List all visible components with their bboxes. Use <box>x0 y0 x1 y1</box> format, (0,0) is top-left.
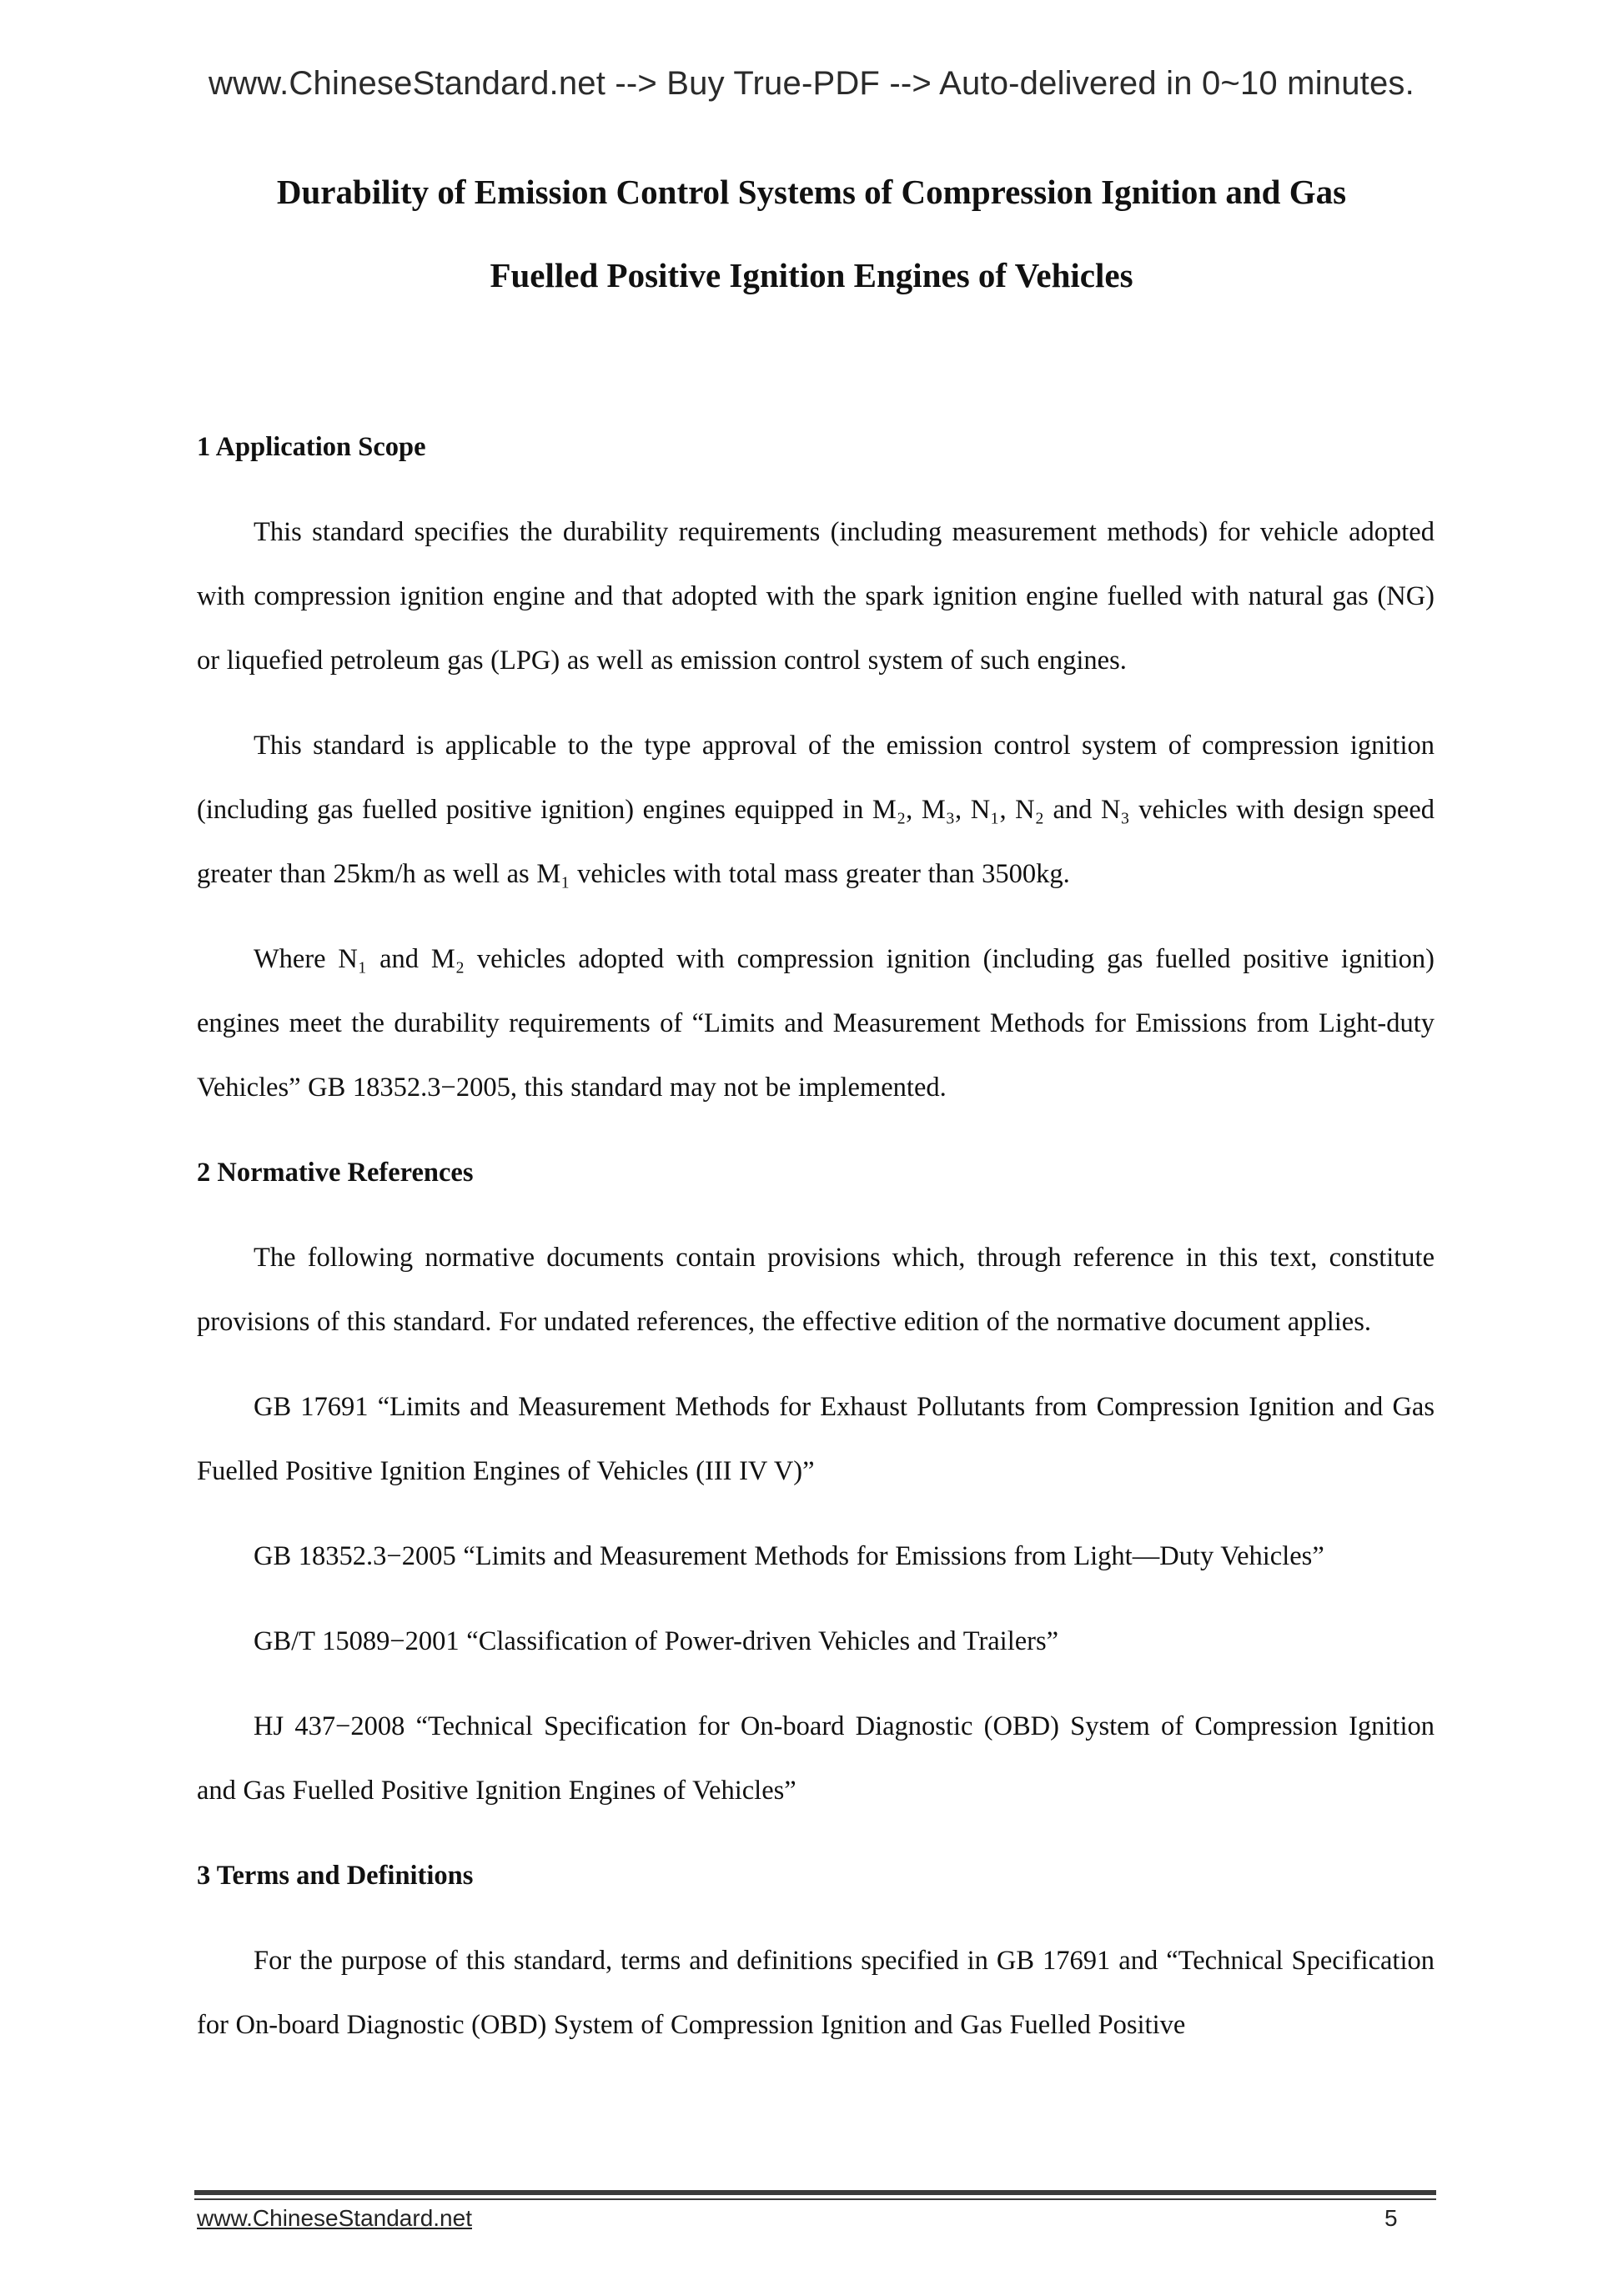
footer-divider-thick <box>194 2190 1436 2195</box>
scope-paragraph-3: Where N₁ and M₂ vehicles adopted with compression ignition (including gas fuelled positive ignition) engines meet the durability requirements of “Limits and Measurement Methods for Emissions from Light-duty Vehicles” GB 18352.3−2005, this standard may not be implemented. <box>197 944 1435 1103</box>
terms-paragraph: For the purpose of this standard, terms and definitions specified in GB 17691 and “Technical Specification for On-board Diagnostic (OBD) System of Compression Ignition and Gas Fuelled Positive <box>197 1946 1435 2040</box>
scope-paragraph-2: This standard is applicable to the type approval of the emission control system of compression ignition (including gas fuelled positive ignition) engines equipped in M₂, M₃, N₁, N₂ and N₃ vehicles with design speed greater than 25km/h as well as M₁ vehicles with total mass greater than 3500kg. <box>197 731 1435 889</box>
document-title-line-1: Durability of Emission Control Systems of Compression Ignition and Gas <box>276 173 1347 211</box>
scope-paragraph-1: This standard specifies the durability requirements (including measurement methods) for vehicle adopted with compression ignition engine and that adopted with the spark ignition engine fuelled with natural gas (NG) or liquefied petroleum gas (LPG) as well as emission control system of such engines. <box>197 517 1435 676</box>
reference-item: GB/T 15089−2001 “Classification of Power-driven Vehicles and Trailers” <box>254 1626 1059 1656</box>
page-number: 5 <box>1384 2205 1398 2231</box>
section-heading-normative-references: 2 Normative References <box>197 1158 474 1188</box>
reference-item: GB 17691 “Limits and Measurement Methods for Exhaust Pollutants from Compression Ignition and Gas Fuelled Positive Ignition Engines of Vehicles (III IV V)” <box>197 1392 1435 1486</box>
reference-item: HJ 437−2008 “Technical Specification for On-board Diagnostic (OBD) System of Compression Ignition and Gas Fuelled Positive Ignition Engines of Vehicles” <box>197 1711 1435 1806</box>
section-heading-application-scope: 1 Application Scope <box>197 432 426 462</box>
footer-divider-thin <box>194 2198 1436 2200</box>
references-intro-paragraph: The following normative documents contain provisions which, through reference in this text, constitute provisions of this standard. For undated references, the effective edition of the normative document applies. <box>197 1243 1435 1337</box>
document-body <box>197 415 1435 2078</box>
source-banner: www.ChineseStandard.net --> Buy True-PDF --> Auto-delivered in 0~10 minutes. <box>209 65 1414 102</box>
reference-item: GB 18352.3−2005 “Limits and Measurement Methods for Emissions from Light—Duty Vehicles” <box>254 1541 1324 1571</box>
document-title-line-2: Fuelled Positive Ignition Engines of Vehicles <box>490 256 1133 294</box>
section-heading-terms-definitions: 3 Terms and Definitions <box>197 1861 474 1891</box>
footer-website-link[interactable]: www.ChineseStandard.net <box>197 2205 472 2231</box>
